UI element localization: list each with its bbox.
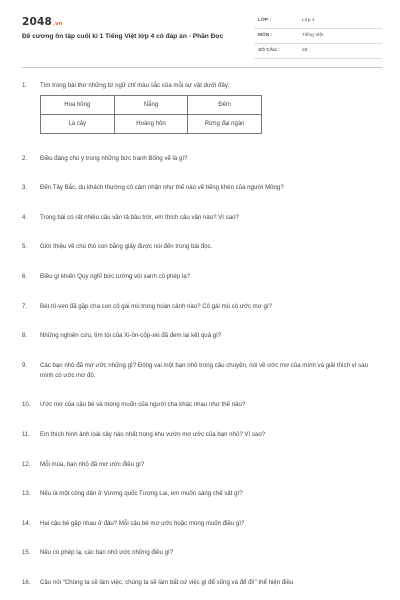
question-number: 8. [22, 332, 28, 340]
header-divider [22, 67, 382, 68]
document-title: Đề cương ôn tập cuối kì 1 Tiếng Việt lớp 4 có đáp án - Phần Đọc [22, 33, 224, 40]
question-text: Điều gì khiến Quy nghĩ bức tường vôi xanh có phép lạ? [40, 272, 191, 280]
metadata-table [254, 14, 382, 59]
table-row [41, 96, 262, 115]
question-item [22, 331, 382, 341]
question-number: 12. [22, 460, 31, 468]
logo-main: 2048 [22, 16, 53, 28]
question-text: Hai cậu bé gặp nhau ở đâu? Mỗi cậu bé mơ ước hoặc mong muốn điều gì? [40, 519, 245, 527]
question-number: 2. [22, 154, 28, 162]
question-text: Mỗi mùa, bạn nhỏ đã mơ ước điều gì? [40, 460, 145, 468]
table-cell: Nắng [114, 96, 188, 115]
question-text: Ước mơ của cậu bé và mong muốn của người cha khác nhau như thế nào? [40, 401, 246, 409]
question-number: 7. [22, 302, 28, 310]
question-text: Nếu là một công dân ở Vương quốc Tương Lai, em muốn sáng chế vật gì? [40, 490, 243, 498]
question-number: 15. [22, 549, 31, 557]
color-table [40, 95, 262, 134]
table-cell: Rừng đại ngàn [188, 115, 262, 134]
table-cell: Đêm [188, 96, 262, 115]
meta-value: 28 [302, 48, 308, 53]
question-item [22, 430, 382, 440]
question-item [22, 154, 382, 164]
question-text: Những nghiên cứu, tìm tòi của Xi-ôn-cốp-xki đã đem lại kết quả gì? [40, 332, 222, 340]
question-text: Câu nói "Chúng ta sẽ làm việc, chúng ta sẽ làm bất cứ việc gì để sống và để đi!" thể hiện điều [40, 578, 294, 586]
meta-row-count [254, 44, 382, 59]
meta-value: Tiếng Việt [302, 33, 324, 38]
question-number: 6. [22, 272, 28, 280]
question-number: 11. [22, 430, 31, 438]
meta-row-class [254, 14, 382, 29]
question-text: Nếu có phép lạ, các bạn nhỏ ước những điều gì? [40, 549, 174, 557]
document-header [22, 14, 382, 64]
question-item [22, 242, 382, 252]
question-item [22, 400, 382, 410]
meta-key: MÔN : [258, 33, 273, 38]
question-text: Em thích hình ảnh loài cây nào nhất trong khu vườn mơ ước của bạn nhỏ? Vì sao? [40, 430, 266, 438]
question-text: Bét-tô-ven đã gặp cha con cô gái mù trong hoàn cảnh nào? Cô gái mù có ước mơ gì? [40, 302, 272, 310]
question-item [22, 460, 382, 470]
question-item [22, 302, 382, 312]
question-number: 4. [22, 213, 28, 221]
site-logo[interactable] [22, 16, 62, 28]
question-item [22, 81, 382, 134]
question-item [22, 213, 382, 223]
table-cell: Hoa hồng [41, 96, 115, 115]
question-list [22, 81, 382, 588]
meta-key: SỐ CÂU : [258, 48, 280, 53]
question-number: 9. [22, 361, 28, 369]
table-cell: Hoàng hôn [114, 115, 188, 134]
question-number: 3. [22, 184, 28, 192]
question-text: Tìm trong bài thơ những từ ngữ chỉ màu sắc của mỗi sự vật dưới đây: [40, 82, 230, 89]
logo-suffix: .vn [53, 21, 63, 27]
question-text: Điều đáng chú ý trong những bức tranh Bống vẽ là gì? [40, 154, 188, 162]
question-item [22, 578, 382, 588]
question-item [22, 519, 382, 529]
meta-key: LỚP : [258, 18, 272, 23]
question-item [22, 361, 382, 381]
question-text: Giới thiệu về chú thỏ con bằng giấy được nói đến trong bài đọc. [40, 243, 213, 251]
question-item [22, 183, 382, 193]
question-text: Trong bài có rất nhiều câu văn tả bầu trời, em thích câu văn nào? Vì sao? [40, 213, 239, 221]
question-number: 13. [22, 490, 31, 498]
question-number: 14. [22, 519, 31, 527]
question-number: 10. [22, 401, 31, 409]
meta-value: Lớp 4 [302, 18, 315, 23]
question-number: 16. [22, 578, 31, 586]
question-number: 1. [22, 82, 28, 89]
question-item [22, 489, 382, 499]
question-text: Đến Tây Bắc, du khách thường có cảm nhận như thế nào về tiếng khèn của người Mông? [40, 184, 284, 192]
question-item [22, 548, 382, 558]
question-text: Các bạn nhỏ đã mơ ước những gì? Đóng vai một bạn nhỏ trong câu chuyện, nói về ước mơ của mình và giải thích vì sao mình có ước mơ đó. [40, 361, 369, 379]
meta-row-subject [254, 29, 382, 44]
question-item [22, 272, 382, 282]
question-number: 5. [22, 243, 28, 251]
table-row [41, 115, 262, 134]
table-cell: Lá cây [41, 115, 115, 134]
